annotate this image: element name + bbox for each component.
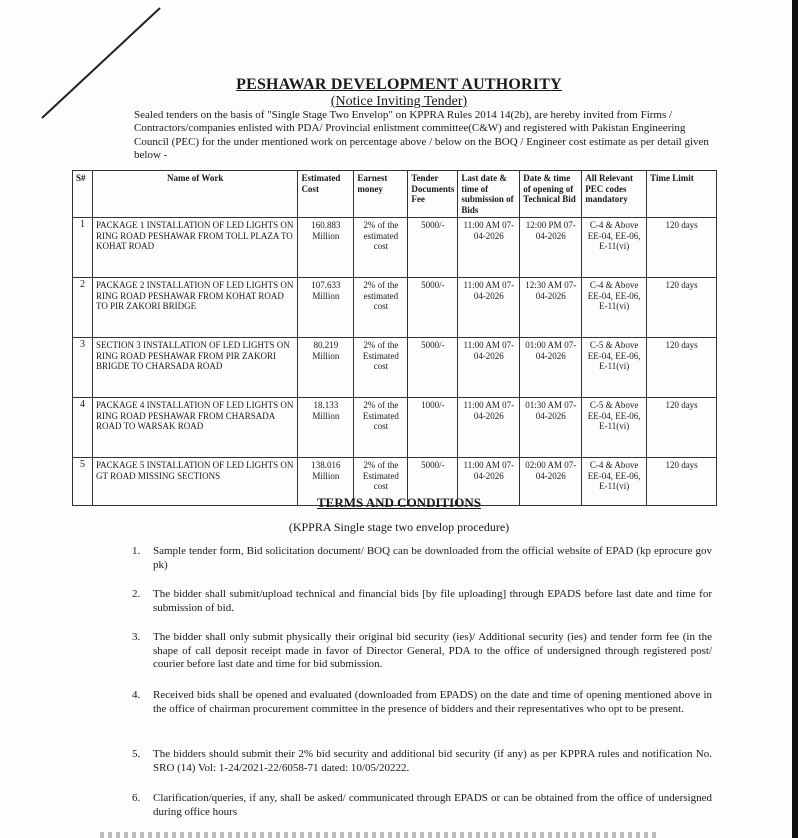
- term-number: 3.: [132, 631, 141, 643]
- page-edge: [792, 0, 798, 838]
- cell-tender-fee: 1000/-: [408, 398, 458, 458]
- cell-earnest-money: 2% of the Estimated cost: [354, 458, 408, 506]
- col-opening-date: Date & time of opening of Technical Bid: [520, 171, 582, 218]
- term-number: 1.: [132, 545, 141, 557]
- term-number: 4.: [132, 689, 141, 701]
- col-name: Name of Work: [92, 171, 297, 218]
- term-text: The bidder shall only submit physically their original bid security (ies)/ Additional security (ies) and tender form fee (in the shape of call deposit receipt made in favor of Director General, PDA to the office of undersigned through registered post/ courier before last date and time for bid submission.: [153, 631, 712, 670]
- cell-sr: 1: [73, 218, 93, 278]
- cell-name: PACKAGE 5 INSTALLATION OF LED LIGHTS ON GT ROAD MISSING SECTIONS: [92, 458, 297, 506]
- cell-sr: 5: [73, 458, 93, 506]
- cell-name: PACKAGE 4 INSTALLATION OF LED LIGHTS ON RING ROAD PESHAWAR FROM CHARSADA ROAD TO WARSAK ROAD: [92, 398, 297, 458]
- cell-opening-date: 01:30 AM 07-04-2026: [520, 398, 582, 458]
- intro-paragraph: Sealed tenders on the basis of "Single Stage Two Envelop" on KPPRA Rules 2014 14(2b), are hereby invited from Firms / Contractors/companies enlisted with PDA/ Provincial enlistment committee(C&W) and registered with Pakistan Engineering Council (PEC) for the under mentioned work on percentage above / below on the BOQ / Engineer cost estimate as per detail given below -: [134, 109, 709, 161]
- cell-time-limit: 120 days: [647, 398, 717, 458]
- cell-opening-date: 02:00 AM 07-04-2026: [520, 458, 582, 506]
- term-number: 5.: [132, 748, 141, 760]
- cell-name: PACKAGE 2 INSTALLATION OF LED LIGHTS ON RING ROAD PESHAWAR FROM KOHAT ROAD TO PIR ZAKORI BRIDGE: [92, 278, 297, 338]
- term-text: Sample tender form, Bid solicitation document/ BOQ can be downloaded from the official website of EPAD (kp eprocure gov pk): [153, 545, 712, 571]
- cell-tender-fee: 5000/-: [408, 338, 458, 398]
- col-estimated-cost: Estimated Cost: [298, 171, 354, 218]
- cell-opening-date: 01:00 AM 07-04-2026: [520, 338, 582, 398]
- cell-last-date: 11:00 AM 07-04-2026: [458, 278, 520, 338]
- terms-subtitle: (KPPRA Single stage two envelop procedure): [288, 520, 510, 534]
- cell-last-date: 11:00 AM 07-04-2026: [458, 458, 520, 506]
- cell-time-limit: 120 days: [647, 218, 717, 278]
- cell-last-date: 11:00 AM 07-04-2026: [458, 218, 520, 278]
- term-item: [132, 588, 712, 615]
- col-last-date: Last date & time of submission of Bids: [458, 171, 520, 218]
- term-item: [132, 545, 712, 572]
- cell-estimated-cost: 80.219 Million: [298, 338, 354, 398]
- col-pec-codes: All Relevant PEC codes mandatory: [582, 171, 647, 218]
- cell-opening-date: 12:30 AM 07-04-2026: [520, 278, 582, 338]
- cell-tender-fee: 5000/-: [408, 458, 458, 506]
- table-row: [73, 338, 717, 398]
- cell-pec-codes: C-4 & Above EE-04, EE-06, E-11(vi): [582, 218, 647, 278]
- cell-earnest-money: 2% of the Estimated cost: [354, 338, 408, 398]
- term-item: [132, 792, 712, 819]
- cell-estimated-cost: 107.633 Million: [298, 278, 354, 338]
- cell-sr: 4: [73, 398, 93, 458]
- cell-earnest-money: 2% of the estimated cost: [354, 278, 408, 338]
- org-title: PESHAWAR DEVELOPMENT AUTHORITY: [236, 76, 562, 93]
- cell-sr: 2: [73, 278, 93, 338]
- term-item: [132, 689, 712, 716]
- cell-estimated-cost: 18.133 Million: [298, 398, 354, 458]
- cell-earnest-money: 2% of the estimated cost: [354, 218, 408, 278]
- table-row: [73, 398, 717, 458]
- cell-pec-codes: C-5 & Above EE-04, EE-06, E-11(vi): [582, 338, 647, 398]
- terms-title: TERMS AND CONDITIONS: [317, 495, 481, 510]
- cell-pec-codes: C-4 & Above EE-04, EE-06, E-11(vi): [582, 458, 647, 506]
- table-row: [73, 218, 717, 278]
- notice-title: (Notice Inviting Tender): [330, 94, 468, 109]
- works-table: [72, 170, 717, 506]
- cell-pec-codes: C-4 & Above EE-04, EE-06, E-11(vi): [582, 278, 647, 338]
- cell-tender-fee: 5000/-: [408, 218, 458, 278]
- col-time-limit: Time Limit: [647, 171, 717, 218]
- term-text: The bidder shall submit/upload technical and financial bids [by file uploading] through EPADS before last date and time for submission of bid.: [153, 588, 712, 614]
- cell-last-date: 11:00 AM 07-04-2026: [458, 338, 520, 398]
- cell-time-limit: 120 days: [647, 458, 717, 506]
- term-text: Clarification/queries, if any, shall be asked/ communicated through EPADS or can be obtained from the office of undersigned during office hours: [153, 792, 712, 818]
- col-sr: S#: [73, 171, 93, 218]
- term-item: [132, 631, 712, 672]
- table-row: [73, 278, 717, 338]
- term-item: [132, 748, 712, 775]
- cell-last-date: 11:00 AM 07-04-2026: [458, 398, 520, 458]
- cut-off-text-line: [100, 832, 660, 838]
- term-number: 2.: [132, 588, 141, 600]
- cell-name: PACKAGE 1 INSTALLATION OF LED LIGHTS ON RING ROAD PESHAWAR FROM TOLL PLAZA TO KOHAT ROAD: [92, 218, 297, 278]
- table-header-row: [73, 171, 717, 218]
- cell-earnest-money: 2% of the Estimated cost: [354, 398, 408, 458]
- cell-time-limit: 120 days: [647, 278, 717, 338]
- cell-sr: 3: [73, 338, 93, 398]
- term-text: The bidders should submit their 2% bid security and additional bid security (if any) as per KPPRA rules and notification No. SRO (14) Vol: 1-24/2021-22/6058-71 dated: 10/05/20222.: [153, 748, 712, 774]
- cell-estimated-cost: 138.016 Million: [298, 458, 354, 506]
- cell-estimated-cost: 160.883 Million: [298, 218, 354, 278]
- cell-time-limit: 120 days: [647, 338, 717, 398]
- cell-pec-codes: C-5 & Above EE-04, EE-06, E-11(vi): [582, 398, 647, 458]
- col-earnest-money: Earnest money: [354, 171, 408, 218]
- cell-tender-fee: 5000/-: [408, 278, 458, 338]
- term-number: 6.: [132, 792, 141, 804]
- term-text: Received bids shall be opened and evaluated (downloaded from EPADS) on the date and time of opening mentioned above in the office of chairman procurement committee in the presence of bidders and their representatives who opt to be present.: [153, 689, 712, 715]
- col-tender-fee: Tender Documents Fee: [408, 171, 458, 218]
- cell-opening-date: 12:00 PM 07-04-2026: [520, 218, 582, 278]
- cell-name: SECTION 3 INSTALLATION OF LED LIGHTS ON RING ROAD PESHAWAR FROM PIR ZAKORI BRIGDE TO CHARSADA ROAD: [92, 338, 297, 398]
